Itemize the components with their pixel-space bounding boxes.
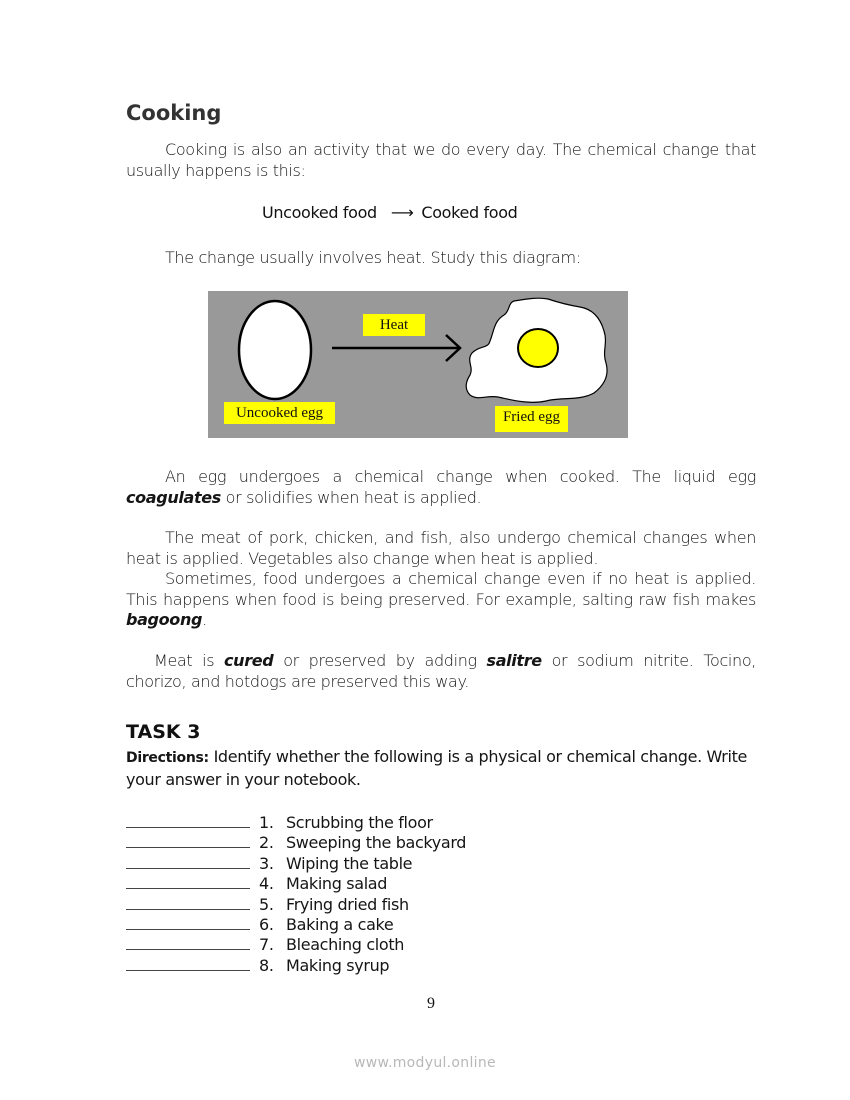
- equation: [262, 203, 517, 222]
- item-number: 5.: [259, 894, 274, 914]
- text: .: [202, 610, 207, 629]
- item-text: Frying dried fish: [286, 894, 409, 914]
- arrow-right-icon: ⟶: [390, 203, 414, 222]
- item-text: Baking a cake: [286, 914, 394, 934]
- text: or preserved by adding: [273, 651, 487, 670]
- item-number: 7.: [259, 935, 274, 955]
- answer-blank[interactable]: [126, 813, 250, 828]
- term-cured: cured: [224, 651, 274, 670]
- item-number: 6.: [259, 914, 274, 934]
- item-number: 3.: [259, 853, 274, 873]
- equation-right: Cooked food: [421, 203, 518, 222]
- text: Sometimes, food undergoes a chemical change even if no heat is applied. This happens when food is being preserved. For example, salting raw fish makes: [126, 569, 756, 609]
- paragraph-egg: [126, 467, 756, 508]
- egg-diagram: [208, 291, 628, 438]
- item-text: Wiping the table: [286, 853, 413, 873]
- list-item: [126, 833, 626, 853]
- list-item: [126, 854, 626, 874]
- text: or solidifies when heat is applied.: [220, 487, 482, 507]
- answer-blank[interactable]: [126, 895, 250, 910]
- item-text: Making salad: [286, 874, 388, 894]
- uncooked-egg-icon: [239, 301, 311, 399]
- item-number: 1.: [259, 813, 274, 832]
- answer-blank[interactable]: [126, 854, 250, 869]
- item-text: Bleaching cloth: [286, 935, 405, 955]
- item-number: 8.: [259, 955, 274, 975]
- text: or sodium nitrite. Tocino, chorizo, and hotdogs are preserved this way.: [126, 651, 756, 691]
- section-title: Cooking: [126, 101, 222, 125]
- answer-blank[interactable]: [126, 833, 250, 848]
- directions-label: Directions:: [126, 750, 209, 766]
- intro-paragraph: Cooking is also an activity that we do every day. The chemical change that usually happens is this:: [126, 140, 756, 180]
- watermark: www.modyul.online: [354, 1055, 496, 1071]
- answer-blank[interactable]: [126, 956, 250, 971]
- term-salitre: salitre: [486, 651, 542, 670]
- list-item: [126, 956, 626, 976]
- item-number: 2.: [259, 833, 274, 853]
- equation-left: Uncooked food: [262, 203, 377, 222]
- answer-blank[interactable]: [126, 874, 250, 889]
- list-item: [126, 935, 626, 955]
- list-item: [126, 874, 626, 894]
- label-heat: Heat: [363, 314, 425, 336]
- list-item: [126, 895, 626, 915]
- item-number: 4.: [259, 874, 274, 894]
- egg-yolk-icon: [518, 329, 558, 367]
- list-item: [126, 915, 626, 935]
- paragraph-cured: [126, 651, 756, 692]
- paragraph-preservation: [126, 569, 756, 631]
- label-fried-egg: Fried egg: [495, 406, 568, 432]
- paragraph-meat: The meat of pork, chicken, and fish, also undergo chemical changes when heat is applied. Vegetables also change when heat is applied.: [126, 528, 756, 568]
- directions-text: Identify whether the following is a physical or chemical change. Write your answer in your notebook.: [126, 747, 748, 789]
- page-number: 9: [427, 995, 435, 1012]
- list-item: [126, 813, 626, 833]
- task-title: TASK 3: [126, 721, 201, 743]
- answer-blank[interactable]: [126, 935, 250, 950]
- item-text: Scrubbing the floor: [286, 813, 433, 832]
- term-bagoong: bagoong: [126, 610, 203, 629]
- label-uncooked-egg: Uncooked egg: [224, 402, 335, 424]
- item-text: Sweeping the backyard: [286, 833, 467, 853]
- term-coagulates: coagulates: [126, 487, 221, 507]
- answer-blank[interactable]: [126, 915, 250, 930]
- diagram-intro: The change usually involves heat. Study this diagram:: [165, 248, 581, 267]
- task-item-list: [126, 813, 626, 976]
- text: Meat is: [154, 651, 225, 670]
- item-text: Making syrup: [286, 955, 390, 975]
- text: An egg undergoes a chemical change when cooked. The liquid egg: [165, 467, 756, 486]
- task-directions: [126, 746, 756, 790]
